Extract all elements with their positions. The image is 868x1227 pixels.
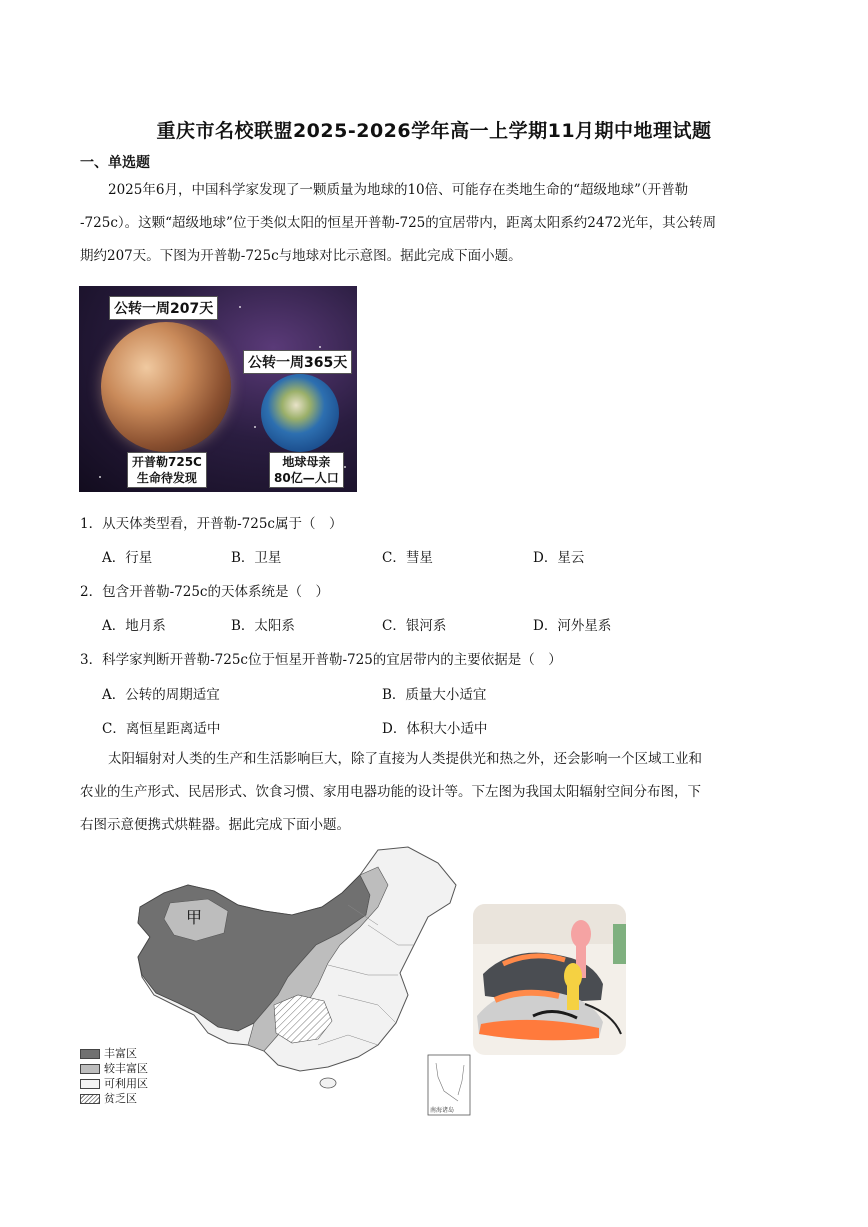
- passage-1-line-3: 期约207天。下图为开普勒-725c与地球对比示意图。据此完成下面小题。: [80, 248, 522, 264]
- passage-2-line-1: 太阳辐射对人类的生产和生活影响巨大，除了直接为人类提供光和热之外，还会影响一个区域工业和: [108, 751, 702, 767]
- q1-option-b[interactable]: B．卫星: [231, 550, 282, 566]
- q1-option-c[interactable]: C．彗星: [382, 550, 433, 566]
- south-china-sea-inset: [428, 1055, 470, 1115]
- planet-comparison-figure: [79, 286, 357, 492]
- q3-option-c[interactable]: C．离恒星距离适中: [102, 721, 221, 737]
- label-kepler-line-2: 生命待发现: [136, 471, 197, 485]
- legend-label-moderate: 较丰富区: [104, 1062, 148, 1075]
- legend-label-poor: 贫乏区: [104, 1092, 137, 1105]
- passage-2-line-3: 右图示意便携式烘鞋器。据此完成下面小题。: [80, 817, 350, 833]
- legend-label-available: 可利用区: [104, 1077, 148, 1090]
- legend-poor: [80, 1091, 148, 1106]
- section-heading: 一、单选题: [80, 155, 150, 171]
- legend-moderate: [80, 1061, 148, 1076]
- legend-swatch-available: [80, 1079, 100, 1089]
- question-1-stem: 1．从天体类型看，开普勒-725c属于（ ）: [80, 516, 343, 532]
- kepler-725c-planet: [101, 322, 231, 452]
- jia-label: 甲: [186, 908, 203, 927]
- legend-swatch-rich: [80, 1049, 100, 1059]
- passage-2: [80, 743, 792, 842]
- q2-option-b[interactable]: B．太阳系: [231, 618, 295, 634]
- label-earth-line-1: 地球母亲: [282, 455, 331, 469]
- q3-option-b[interactable]: B．质量大小适宜: [382, 687, 487, 703]
- legend-swatch-moderate: [80, 1064, 100, 1074]
- question-3-stem: 3．科学家判断开普勒-725c位于恒星开普勒-725的宜居带内的主要依据是（ ）: [80, 652, 562, 668]
- legend-label-rich: 丰富区: [104, 1047, 137, 1060]
- q2-option-a[interactable]: A．地月系: [102, 618, 166, 634]
- passage-1-line-2: -725c）。这颗“超级地球”位于类似太阳的恒星开普勒-725的宜居带内，距离太阳系约2472光年，其公转周: [80, 215, 717, 231]
- q2-option-c[interactable]: C．银河系: [382, 618, 447, 634]
- q3-option-d[interactable]: D．体积大小适中: [382, 721, 488, 737]
- passage-2-line-2: 农业的生产形式、民居形式、饮食习惯、家用电器功能的设计等。下左图为我国太阳辐射空间分布图，下: [80, 784, 701, 800]
- label-365-days: 公转一周365天: [243, 350, 352, 374]
- inset-label: 南海诸岛: [430, 1107, 455, 1114]
- question-2-stem: 2．包含开普勒-725c的天体系统是（ ）: [80, 584, 329, 600]
- q3-option-a[interactable]: A．公转的周期适宜: [102, 687, 220, 703]
- label-earth: [269, 452, 344, 488]
- portable-shoe-dryer-image: [473, 904, 626, 1055]
- q2-option-d[interactable]: D．河外星系: [533, 618, 612, 634]
- legend-swatch-poor: [80, 1094, 100, 1104]
- passage-1-line-1: 2025年6月，中国科学家发现了一颗质量为地球的10倍、可能存在类地生命的“超级地球”（开普勒: [108, 182, 689, 198]
- map-legend: [80, 1046, 148, 1106]
- label-earth-line-2: 80亿—人口: [274, 471, 339, 485]
- label-kepler: [127, 452, 207, 488]
- passage-1: [80, 174, 792, 273]
- q1-option-d[interactable]: D．星云: [533, 550, 585, 566]
- earth-planet: [261, 374, 339, 452]
- label-207-days: 公转一周207天: [109, 296, 218, 320]
- label-kepler-line-1: 开普勒725C: [132, 455, 202, 469]
- legend-rich: [80, 1046, 148, 1061]
- page-title: 重庆市名校联盟2025-2026学年高一上学期11月期中地理试题: [156, 120, 712, 142]
- q1-option-a[interactable]: A．行星: [102, 550, 153, 566]
- legend-available: [80, 1076, 148, 1091]
